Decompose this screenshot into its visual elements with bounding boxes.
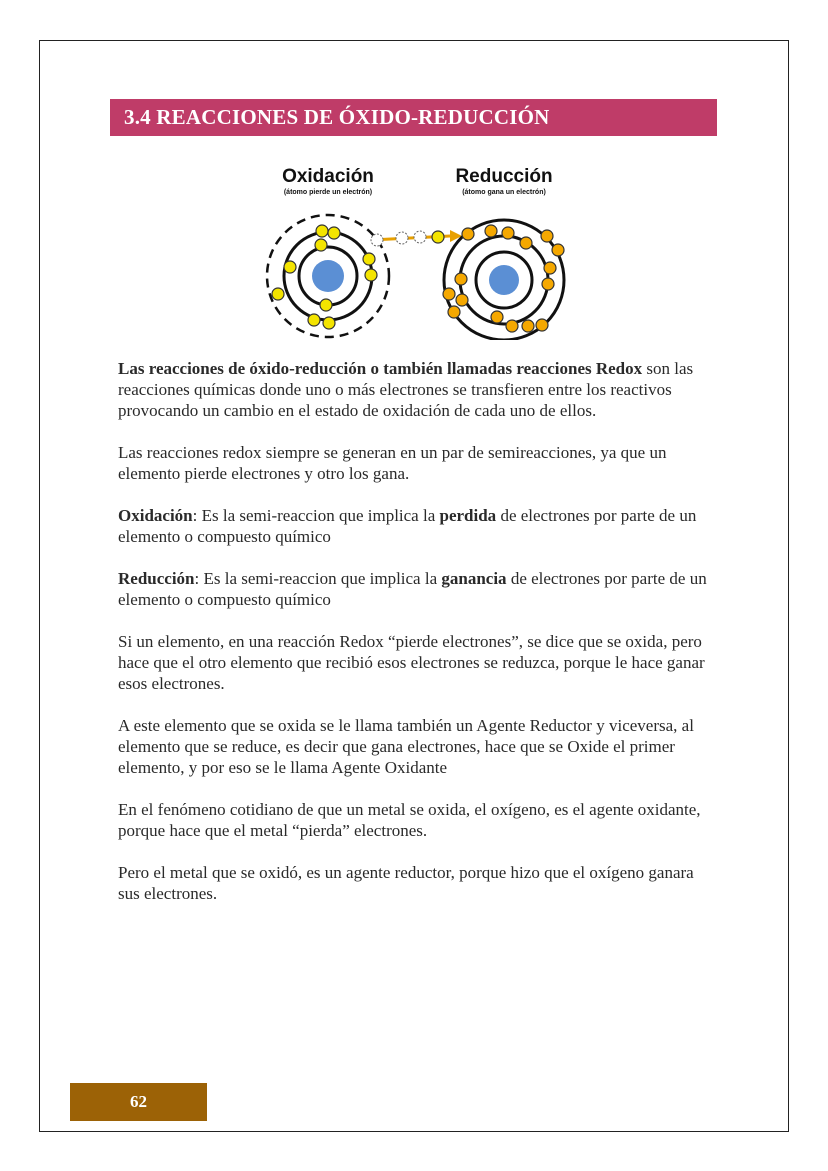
electron [455, 273, 467, 285]
oxidation-text2: de electrones por parte de un elemento o compuesto químico [118, 506, 697, 546]
paragraph-metal-oxidizes: En el fenómeno cotidiano de que un metal se oxida, el oxígeno, es el agente oxidante, porque hace que el metal “pierda” electrones. [118, 800, 701, 840]
electron [536, 319, 548, 331]
electron [544, 262, 556, 274]
paragraph-oxidation [118, 505, 718, 547]
electron [506, 320, 518, 332]
electron [462, 228, 474, 240]
oxidation-label: Oxidación [282, 166, 374, 187]
electron [522, 320, 534, 332]
intro-rest: son las reacciones químicas donde uno o más electrones se transfieren entre los reactivos provocando un cambio en el estado de oxidación de cada uno de ellos. [118, 359, 694, 420]
electron [485, 225, 497, 237]
electron-transfer-arrow [371, 230, 462, 246]
electron [272, 288, 284, 300]
electron [323, 317, 335, 329]
electron [552, 244, 564, 256]
paragraph-agents: A este elemento que se oxida se le llama también un Agente Reductor y viceversa, al elemento que se reduce, es decir que gana electrones, hace que se Oxide el primer elemento, y por eso se le llama Agente Oxidante [118, 716, 694, 777]
electron [315, 239, 327, 251]
transferring-electron [432, 231, 444, 243]
page-number: 62 [70, 1083, 207, 1121]
section-title: 3.4 REACCIONES DE ÓXIDO-REDUCCIÓN [110, 99, 717, 136]
oxidation-atom [267, 215, 389, 337]
paragraph-semireactions: Las reacciones redox siempre se generan en un par de semireacciones, ya que un elemento pierde electrones y otro los gana. [118, 443, 667, 483]
electron [541, 230, 553, 242]
electron [456, 294, 468, 306]
oxidation-sublabel: (átomo pierde un electrón) [283, 189, 373, 196]
oxidation-nucleus [312, 260, 344, 292]
reduction-atom [443, 220, 564, 340]
oxidation-text1: : Es la semi-reaccion que implica la [192, 506, 440, 525]
reduction-nucleus [489, 265, 519, 295]
reduction-sublabel: (átomo gana un electrón) [462, 189, 546, 196]
electron [542, 278, 554, 290]
intro-bold: Las reacciones de óxido-reducción o también llamadas reacciones Redox [118, 359, 643, 378]
electron [502, 227, 514, 239]
electron [365, 269, 377, 281]
transferring-electron [371, 234, 383, 246]
reduction-text2: de electrones por parte de un elemento o compuesto químico [118, 569, 707, 609]
electron [443, 288, 455, 300]
electron [316, 225, 328, 237]
electron [363, 253, 375, 265]
oxidation-term: Oxidación [118, 506, 193, 525]
electron [491, 311, 503, 323]
paragraph-reducing-agent: Pero el metal que se oxidó, es un agente reductor, porque hizo que el oxígeno ganara sus electrones. [118, 863, 694, 903]
reduction-emph: ganancia [441, 569, 507, 588]
body-text [118, 358, 718, 925]
electron [308, 314, 320, 326]
paragraph-loses-electrons: Si un elemento, en una reacción Redox “pierde electrones”, se dice que se oxida, pero hace que el otro elemento que recibió esos electrones se reduzca, porque le hace ganar esos electrones. [118, 632, 705, 693]
paragraph-intro [118, 358, 718, 421]
oxidation-emph: perdida [439, 506, 497, 525]
transferring-electron [396, 232, 408, 244]
reduction-label: Reducción [455, 166, 553, 187]
paragraph-reduction [118, 568, 718, 610]
transferring-electron [414, 231, 426, 243]
redox-diagram [240, 160, 590, 340]
electron [284, 261, 296, 273]
electron [520, 237, 532, 249]
electron [448, 306, 460, 318]
electron [320, 299, 332, 311]
electron [328, 227, 340, 239]
reduction-term: Reducción [118, 569, 195, 588]
reduction-text1: : Es la semi-reaccion que implica la [194, 569, 442, 588]
